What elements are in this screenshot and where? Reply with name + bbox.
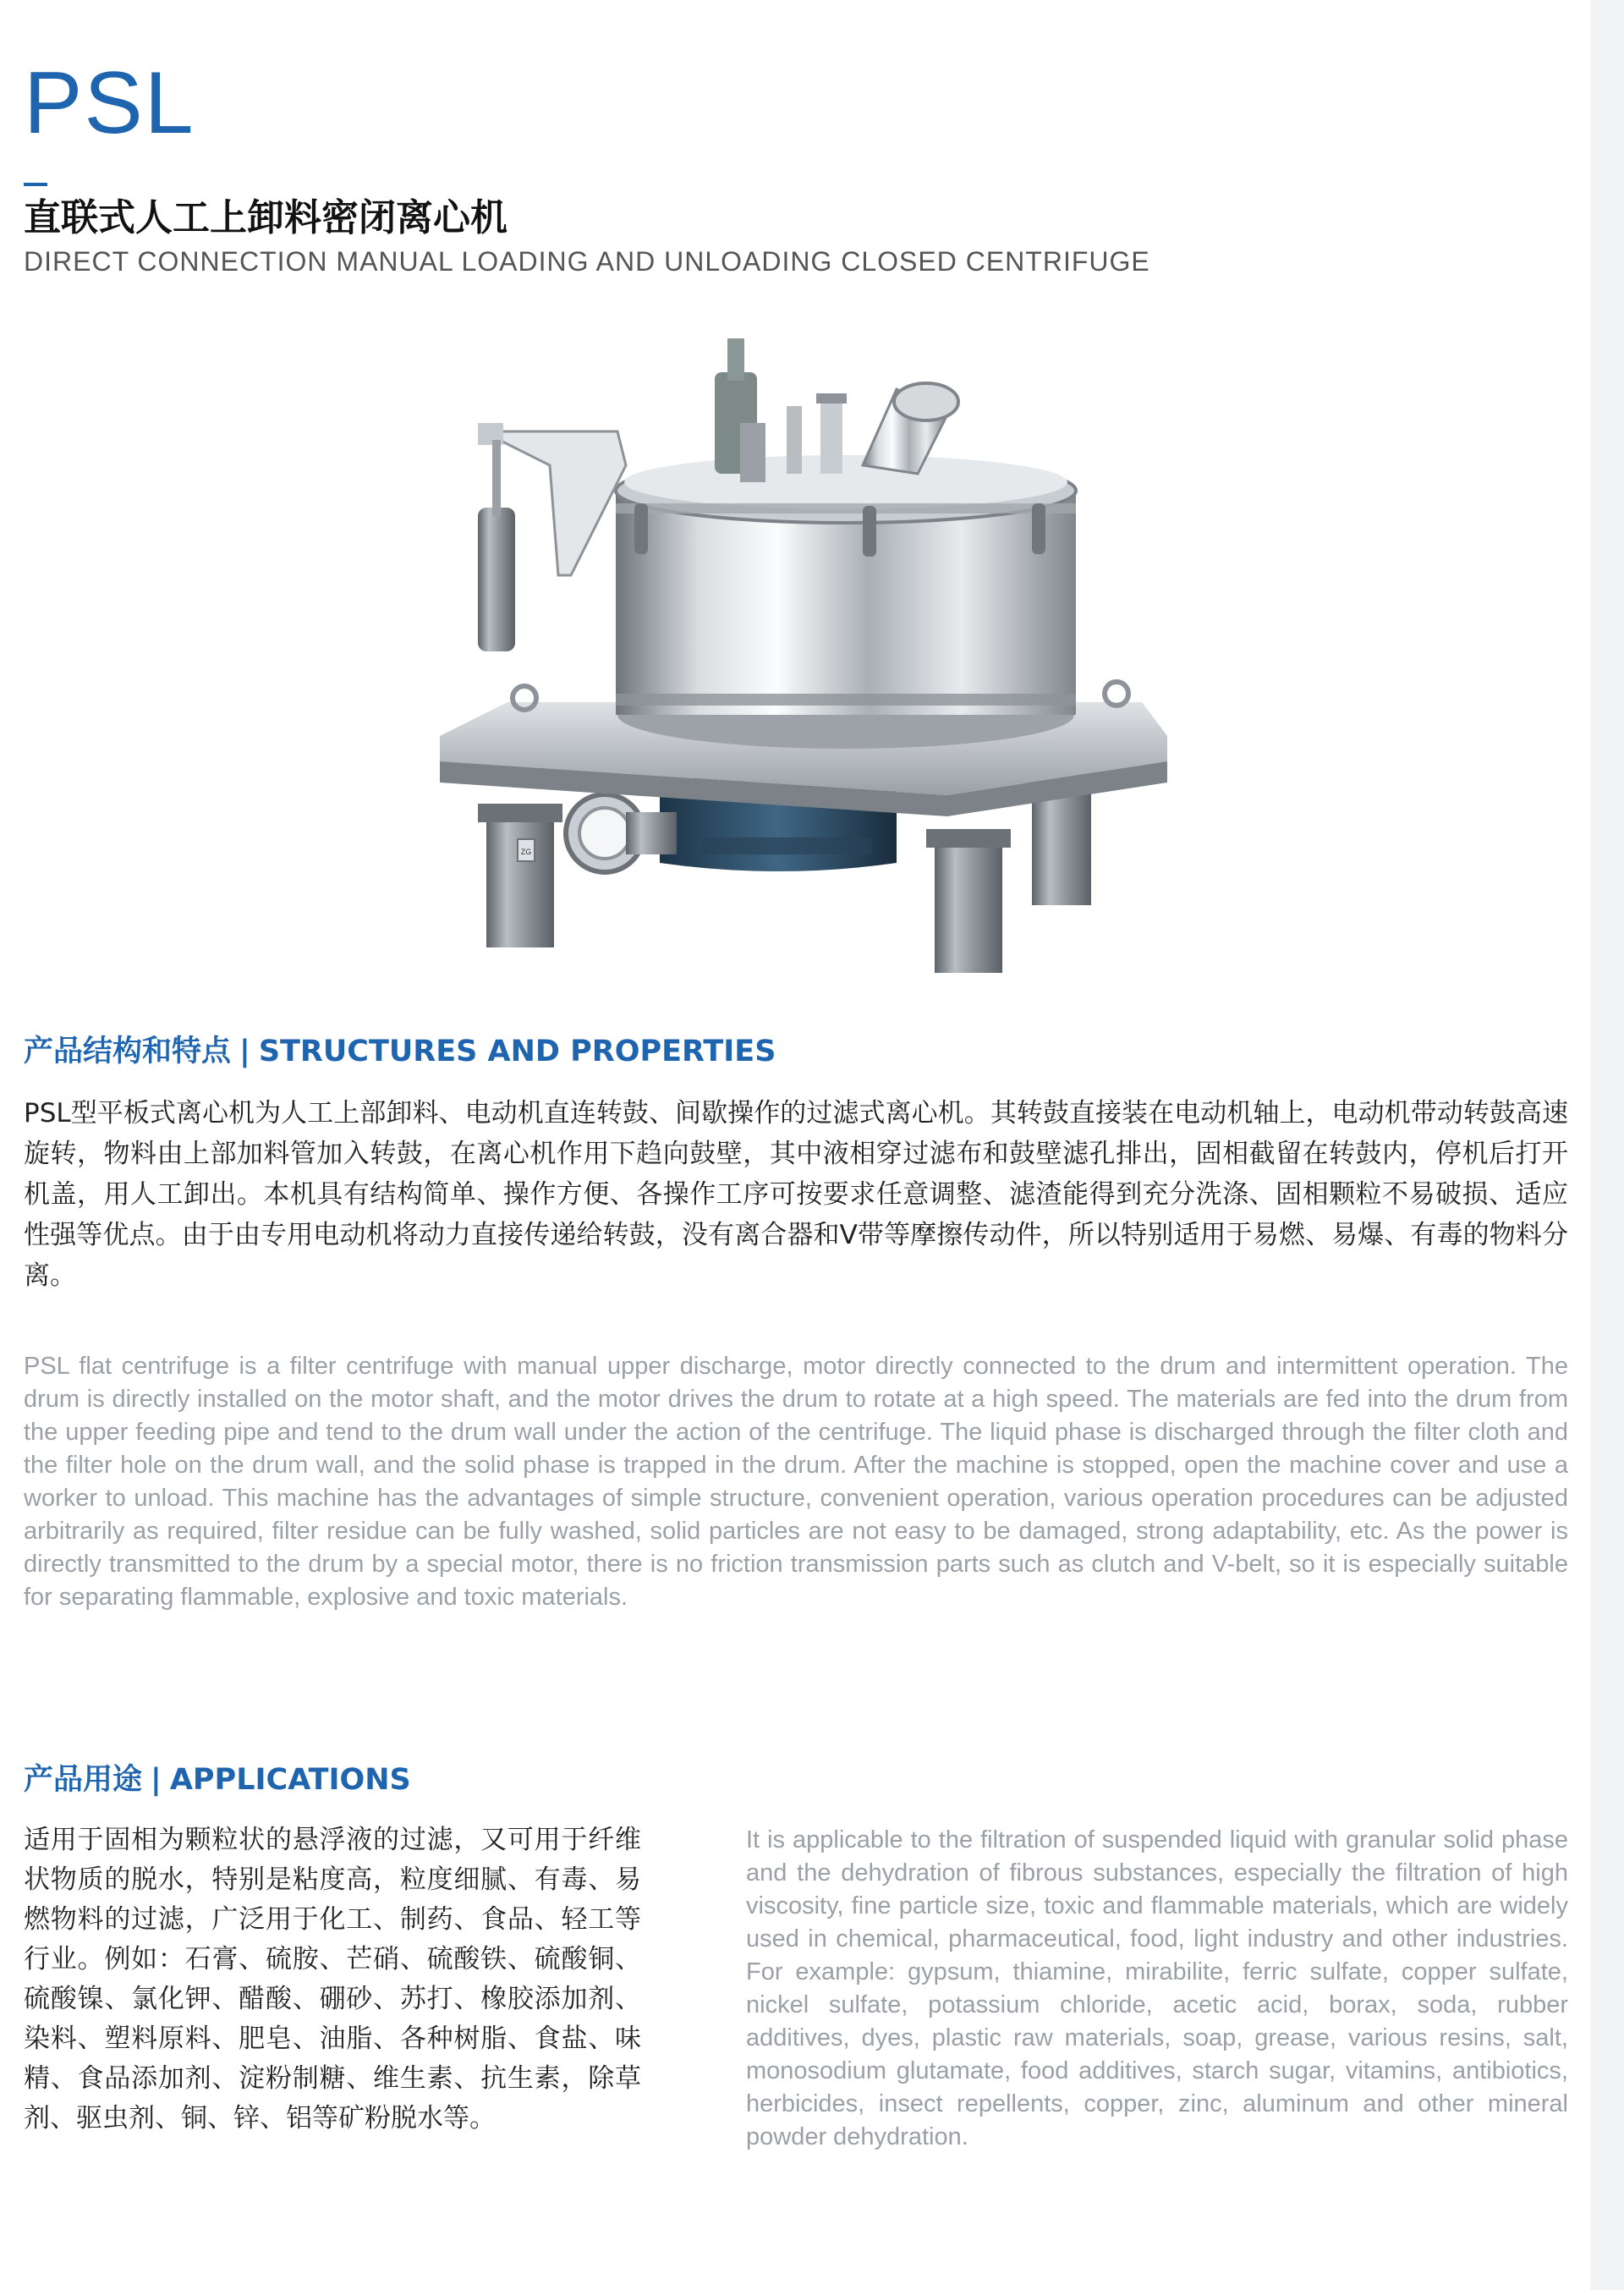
structures-heading <box>24 1034 776 1069</box>
applications-heading <box>24 1762 411 1798</box>
product-plate-label: ZG <box>520 848 532 856</box>
applications-heading-separator: | <box>151 1763 162 1797</box>
structures-text-en: PSL flat centrifuge is a filter centrifuge with manual upper discharge, motor directly connected to the drum and intermittent operation. The drum is directly installed on the motor shaft, and the motor drives the drum to rotate at a high speed. The materials are fed into the drum from the upper feeding pipe and tend to the drum wall under the action of the centrifuge. The liquid phase is discharged through the filter cloth and the filter hole on the drum wall, and the solid phase is trapped in the drum. After the machine is stopped, open the machine cover and use a worker to unload. This machine has the advantages of simple structure, convenient operation, various operation procedures can be adjusted arbitrarily as required, filter residue can be fully washed, solid particles are not easy to be damaged, strong adaptability, etc. As the power is directly transmitted to the drum by a special motor, there is no friction transmission parts such as clutch and V-belt, so it is especially suitable for separating flammable, explosive and toxic materials. <box>24 1353 1568 1611</box>
structures-text-cn: PSL型平板式离心机为人工上部卸料、电动机直连转鼓、间歇操作的过滤式离心机。其转鼓直接装在电动机轴上，电动机带动转鼓高速旋转，物料由上部加料管加入转鼓，在离心机作用下趋向鼓壁，其中液相穿过滤布和鼓壁滤孔排出，固相截留在转鼓内，停机后打开机盖，用人工卸出。本机具有结构简单、操作方便、各操作工序可按要求任意调整、滤渣能得到充分洗涤、固相颗粒不易破损、适应性强等优点。由于由专用电动机将动力直接传递给转鼓，没有离合器和V带等摩擦传动件，所以特别适用于易燃、易爆、有毒的物料分离。 <box>24 1098 1568 1291</box>
centrifuge-machine-illustration-icon <box>423 321 1184 990</box>
applications-heading-en: APPLICATIONS <box>169 1763 411 1797</box>
structures-heading-separator: | <box>239 1035 250 1068</box>
product-title-en: DIRECT CONNECTION MANUAL LOADING AND UNLOADING CLOSED CENTRIFUGE <box>24 246 1150 277</box>
applications-text-cn: 适用于固相为颗粒状的悬浮液的过滤，又可用于纤维状物质的脱水，特别是粘度高，粒度细腻、有毒、易燃物料的过滤，广泛用于化工、制药、食品、轻工等行业。例如：石膏、硫胺、芒硝、硫酸铁、硫酸铜、硫酸镍、氯化钾、醋酸、硼砂、苏打、橡胶添加剂、染料、塑料原料、肥皂、油脂、各种树脂、食盐、味精、食品添加剂、淀粉制糖、维生素、抗生素，除草剂、驱虫剂、铜、锌、铝等矿粉脱水等。 <box>24 1825 641 2133</box>
model-name: PSL <box>24 54 195 152</box>
applications-text-en: It is applicable to the filtration of suspended liquid with granular solid phase and the dehydration of fibrous substances, especially the filtration of high viscosity, fine particle size, toxic and flammable materials, which are widely used in chemical, pharmaceutical, food, light industry and other industries. For example: gypsum, thiamine, mirabilite, ferric sulfate, copper sulfate, nickel sulfate, potassium chloride, acetic acid, borax, soda, rubber additives, dyes, plastic raw materials, soap, grease, various resins, salt, monosodium glutamate, food additives, starch sugar, vitamins, antibiotics, herbicides, insect repellents, copper, zinc, aluminum and other mineral powder dehydration. <box>746 1826 1568 2150</box>
structures-heading-en: STRUCTURES AND PROPERTIES <box>258 1035 776 1068</box>
product-title-cn: 直联式人工上卸料密闭离心机 <box>24 196 508 239</box>
product-image <box>423 321 1184 990</box>
page-edge-strip <box>1590 0 1624 2290</box>
title-accent-bar <box>24 183 47 186</box>
structures-heading-cn: 产品结构和特点 <box>24 1035 232 1068</box>
applications-heading-cn: 产品用途 <box>24 1763 143 1797</box>
